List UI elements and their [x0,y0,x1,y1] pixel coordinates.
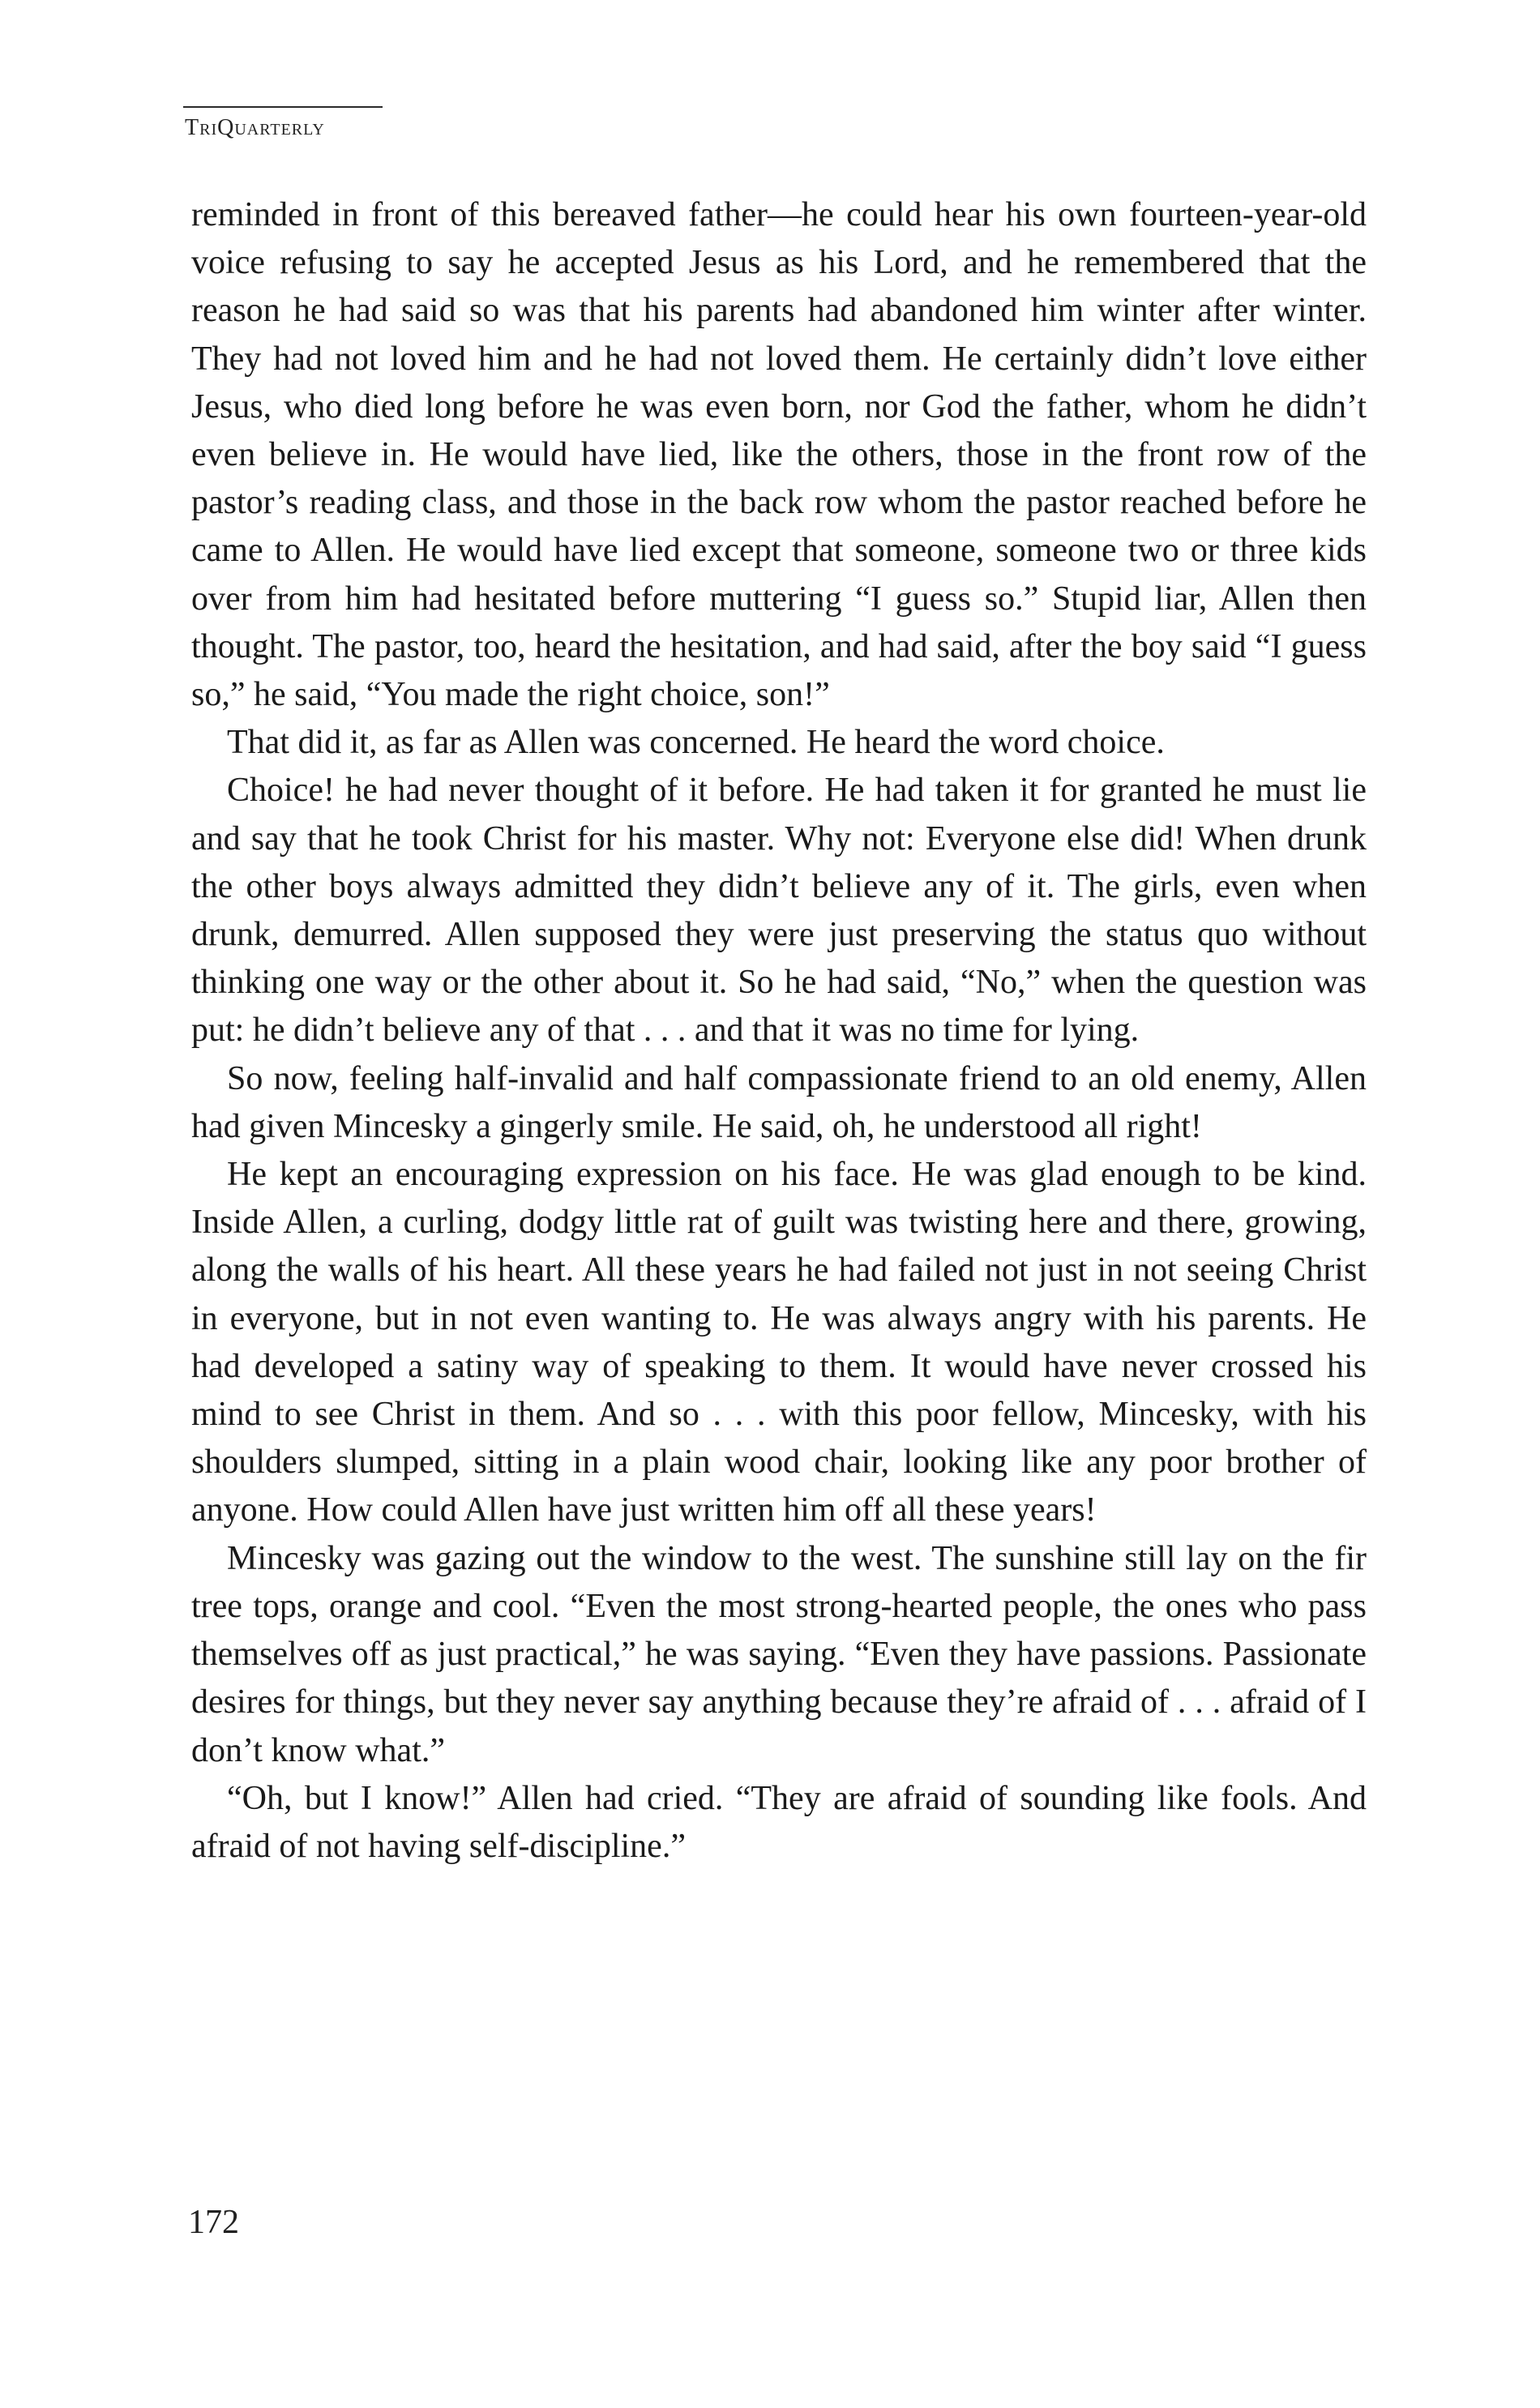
paragraph-5: He kept an encouraging expression on his face. He was glad enough to be kind. Inside Allen, a curling, dodgy little rat of guilt was twisting here and there, growing, along the walls of his heart. All these years he had failed not just in not seeing Christ in everyone, but in not even wanting to. He was always angry with his parents. He had developed a satiny way of speaking to them. It would have never crossed his mind to see Christ in them. And so . . . with this poor fellow, Mincesky, with his shoulders slumped, sitting in a plain wood chair, looking like any poor brother of anyone. How could Allen have just written him off all these years! [191,1156,1367,1529]
paragraph-1: reminded in front of this bereaved father—he could hear his own fourteen-year-old voice refusing to say he accepted Jesus as his Lord, and he remembered that the reason he had said so was that his parents had abandoned him winter after winter. They had not loved him and he had not loved them. He certainly didn’t love either Jesus, who died long before he was even born, nor God the father, whom he didn’t even believe in. He would have lied, like the others, those in the front row of the pastor’s reading class, and those in the back row whom the pastor reached before he came to Allen. He would have lied except that someone, someone two or three kids over from him had hesitated before muttering “I guess so.” Stupid liar, Allen then thought. The pastor, too, heard the hesitation, and had said, after the boy said “I guess so,” he said, “You made the right choice, son!” [191,196,1367,714]
paragraph-6: Mincesky was gazing out the window to the west. The sunshine still lay on the fir tree tops, orange and cool. “Even the most strong-hearted people, the ones who pass themselves off as just practical,” he was saying. “Even they have passions. Passionate desires for things, but they never say anything because they’re afraid of . . . afraid of I don’t know what.” [191,1539,1367,1769]
paragraph-2: That did it, as far as Allen was concerned. He heard the word choice. [227,724,1165,762]
paragraph-3: Choice! he had never thought of it before. He had taken it for granted he must lie and say that he took Christ for his master. Why not: Everyone else did! When drunk the other boys always admitted they didn’t believe any of it. The girls, even when drunk, demurred. Allen supposed they were just preserving the status quo without thinking one way or the other about it. So he had said, “No,” when the question was put: he didn’t believe any of that . . . and that it was no time for lying. [191,772,1367,1050]
paragraph-7: “Oh, but I know!” Allen had cried. “They are afraid of sounding like fools. And afraid of not having self-discipline.” [191,1779,1367,1865]
body-text [191,191,1367,1871]
header-rule [183,106,383,108]
running-head: TriQuarterly [185,115,325,140]
page-number: 172 [188,2204,239,2241]
paragraph-4: So now, feeling half-invalid and half compassionate friend to an old enemy, Allen had given Mincesky a gingerly smile. He said, oh, he understood all right! [191,1059,1367,1145]
